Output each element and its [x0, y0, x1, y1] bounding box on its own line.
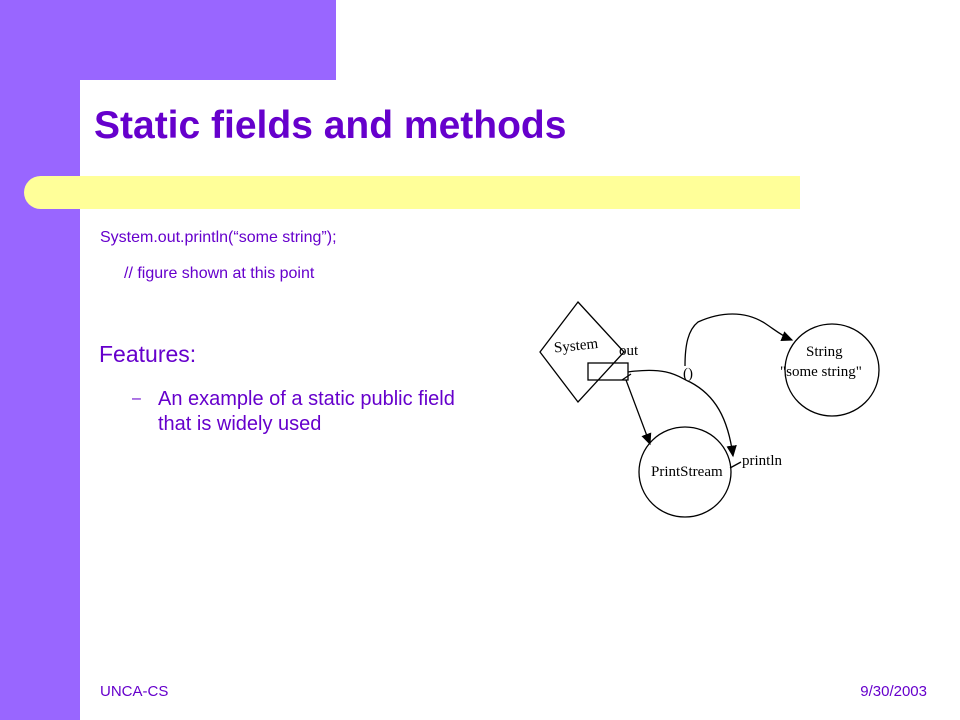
code-line: System.out.println(“some string”);: [100, 229, 337, 246]
out-label: out: [619, 343, 639, 359]
println-tick: [730, 462, 741, 468]
footer-left-label: UNCA-CS: [100, 683, 169, 700]
bullet-dash-icon: –: [132, 390, 141, 407]
printstream-label: PrintStream: [651, 464, 723, 480]
args-label: (): [683, 366, 693, 382]
slide-title: Static fields and methods: [94, 104, 567, 147]
println-label: println: [742, 453, 782, 469]
top-accent-band: [0, 0, 336, 80]
out-field-box: [588, 363, 628, 380]
code-comment: // figure shown at this point: [124, 265, 315, 282]
string-value-label: "some string": [780, 364, 862, 380]
left-accent-band: [0, 0, 80, 720]
object-diagram: [530, 300, 900, 530]
println-to-printstream-arrow: [628, 370, 733, 456]
title-underline-bar: [24, 176, 800, 209]
arg-to-string-arrow: [685, 314, 792, 366]
bullet-text: An example of a static public field that is widely used: [158, 388, 455, 435]
out-to-printstream-arrow: [626, 380, 650, 444]
features-heading: Features:: [99, 341, 197, 367]
out-field-tick: [622, 374, 631, 380]
string-label: String: [806, 344, 843, 360]
system-label: System: [553, 335, 599, 357]
footer-date: 9/30/2003: [860, 683, 927, 700]
